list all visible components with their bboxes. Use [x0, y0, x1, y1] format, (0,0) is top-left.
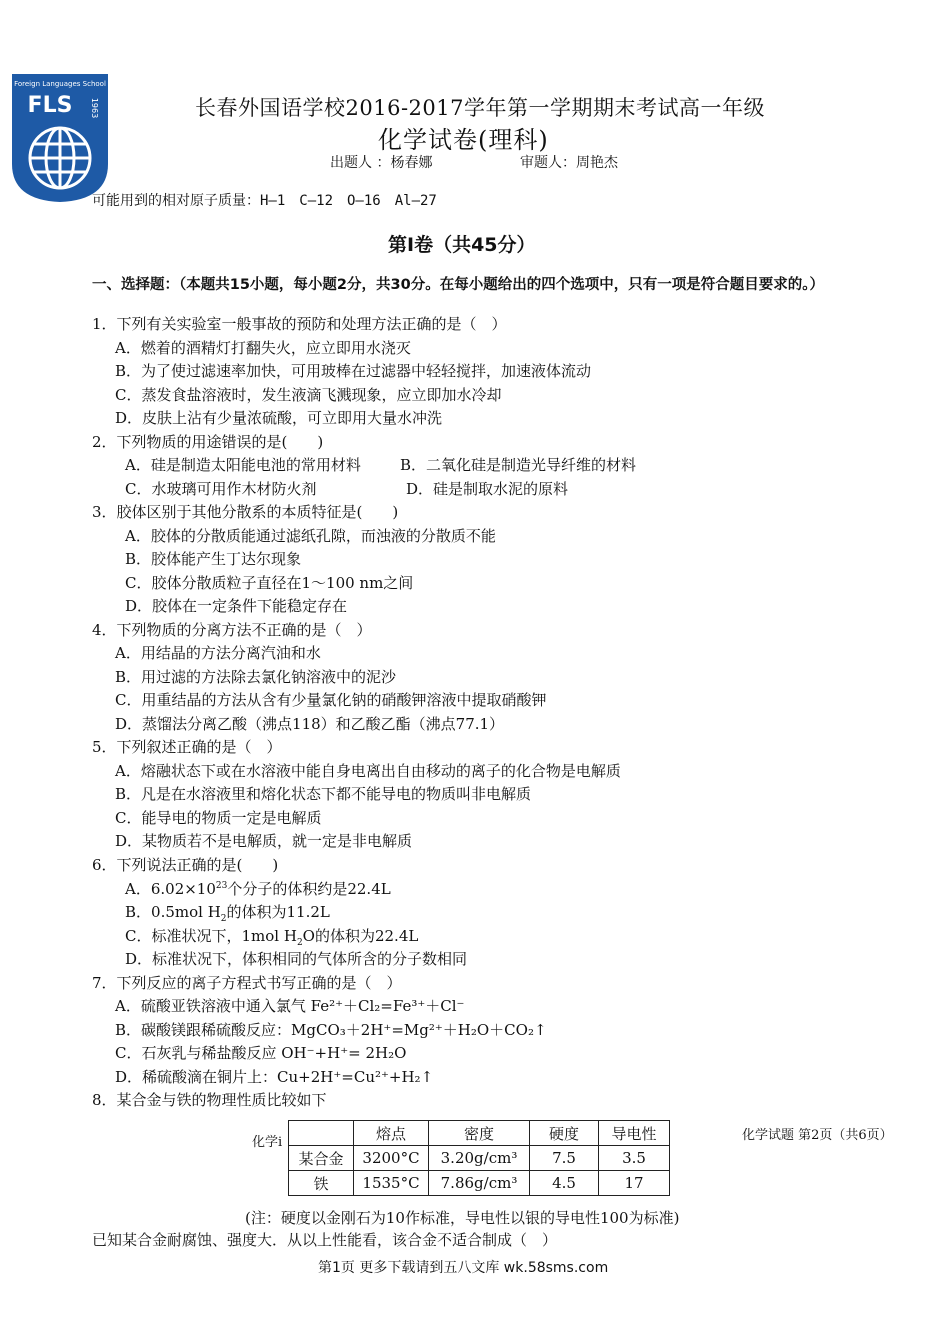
- question-6-option-a: A．$6.02\times 10^{23}$个分子的体积约是22.4L: [125, 880, 391, 898]
- question-5-option-b: B．凡是在水溶液里和熔化状态下都不能导电的物质叫非电解质: [115, 785, 532, 803]
- question-6-option-d: D．标准状况下，体积相同的气体所含的分子数相同: [125, 950, 468, 968]
- table-header-cell: 导电性: [599, 1121, 670, 1146]
- table-row: [289, 1146, 670, 1171]
- table-cell: 7.86g/cm³: [429, 1171, 530, 1196]
- overlap-label: 化学i: [252, 1135, 283, 1150]
- question-4-option-a: A．用结晶的方法分离汽油和水: [115, 644, 321, 662]
- table-cell: 3.20g/cm³: [429, 1146, 530, 1171]
- question-4-option-d: D．蒸馏法分离乙酸（沸点118）和乙酸乙酯（沸点77.1）: [115, 715, 505, 733]
- question-6-stem: 6．下列说法正确的是( ): [92, 856, 279, 874]
- table-row: [289, 1171, 670, 1196]
- page-label-right: 化学试题 第2页（共6页）: [742, 1128, 893, 1143]
- question-3-option-d: D．胶体在一定条件下能稳定存在: [125, 597, 348, 615]
- table-note: (注：硬度以金刚石为10作标准，导电性以银的导电性100为标准): [245, 1209, 680, 1227]
- exam-title: 长春外国语学校2016-2017学年第一学期期末考试高一年级: [195, 96, 765, 120]
- question-2-option-c: C．水玻璃可用作木材防火剂: [125, 480, 317, 498]
- properties-table: [288, 1120, 670, 1196]
- question-4-stem: 4．下列物质的分离方法不正确的是（ ）: [92, 621, 372, 639]
- table-header-row: [289, 1121, 670, 1146]
- question-6-option-c: C．标准状况下，1mol $H_2O$的体积为22.4L: [125, 927, 419, 948]
- question-1-stem: 1．下列有关实验室一般事故的预防和处理方法正确的是（ ）: [92, 315, 507, 333]
- exam-subtitle: 化学试卷(理科): [378, 126, 549, 154]
- question-4-option-b: B．用过滤的方法除去氯化钠溶液中的泥沙: [115, 668, 397, 686]
- question-6-option-b: B．0.5mol $H_2$的体积为11.2L: [125, 903, 330, 924]
- question-5-stem: 5．下列叙述正确的是（ ）: [92, 738, 282, 756]
- question-3-option-b: B．胶体能产生丁达尔现象: [125, 550, 302, 568]
- question-1-option-b: B．为了使过滤速率加快，可用玻棒在过滤器中轻轻搅拌，加速液体流动: [115, 362, 592, 380]
- table-header-cell: 熔点: [354, 1121, 429, 1146]
- question-8-context: 已知某合金耐腐蚀、强度大．从以上性能看，该合金不适合制成（ ）: [92, 1231, 558, 1249]
- table-cell: 3.5: [599, 1146, 670, 1171]
- question-3-option-a: A．胶体的分散质能通过滤纸孔隙，而浊液的分散质不能: [125, 527, 496, 545]
- page-footer: 第1页 更多下载请到五八文库 wk.58sms.com: [318, 1260, 609, 1276]
- question-3-stem: 3．胶体区别于其他分散系的本质特征是( ): [92, 503, 399, 521]
- question-1-option-a: A．燃着的酒精灯打翻失火，应立即用水浇灭: [115, 339, 411, 357]
- question-7-option-b: B．碳酸镁跟稀硫酸反应：MgCO₃＋2H⁺=Mg²⁺＋H₂O＋CO₂↑: [115, 1021, 547, 1039]
- logo-year: 1963: [90, 97, 99, 119]
- question-5-option-c: C．能导电的物质一定是电解质: [115, 809, 322, 827]
- reviewer: 审题人：周艳杰: [520, 155, 618, 171]
- question-8-stem: 8．某合金与铁的物理性质比较如下: [92, 1091, 327, 1109]
- table-header-cell: 硬度: [530, 1121, 599, 1146]
- table-cell: 铁: [289, 1171, 354, 1196]
- section-intro: 一、选择题：（本题共15小题，每小题2分，共30分。在每小题给出的四个选项中，只有一项是符合题目要求的。）: [92, 277, 824, 293]
- question-2-stem: 2．下列物质的用途错误的是( ): [92, 433, 324, 451]
- table-cell: 17: [599, 1171, 670, 1196]
- table-header-cell: 密度: [429, 1121, 530, 1146]
- question-7-stem: 7．下列反应的离子方程式书写正确的是（ ）: [92, 974, 402, 992]
- question-5-option-d: D．某物质若不是电解质，就一定是非电解质: [115, 832, 413, 850]
- atomic-mass-line: 可能用到的相对原子质量：H—1 C—12 O—16 Al—27: [92, 193, 437, 209]
- table-cell: 7.5: [530, 1146, 599, 1171]
- question-1-option-c: C．蒸发食盐溶液时，发生液滴飞溅现象，应立即加水冷却: [115, 386, 502, 404]
- question-2-option-b: B．二氧化硅是制造光导纤维的材料: [400, 456, 637, 474]
- table-cell: 某合金: [289, 1146, 354, 1171]
- question-2-option-d: D．硅是制取水泥的原料: [406, 480, 569, 498]
- question-2-option-a: A．硅是制造太阳能电池的常用材料: [125, 456, 361, 474]
- school-logo: [10, 72, 110, 204]
- question-7-option-d: D．稀硫酸滴在铜片上：Cu+2H⁺=Cu²⁺+H₂↑: [115, 1068, 434, 1086]
- author: 出题人 ：杨春娜: [330, 155, 433, 171]
- question-7-option-a: A．硫酸亚铁溶液中通入氯气 Fe²⁺＋Cl₂=Fe³⁺＋Cl⁻: [115, 997, 465, 1015]
- question-4-option-c: C．用重结晶的方法从含有少量氯化钠的硝酸钾溶液中提取硝酸钾: [115, 691, 547, 709]
- logo-school-name: Foreign Languages School: [14, 80, 106, 88]
- question-5-option-a: A．熔融状态下或在水溶液中能自身电离出自由移动的离子的化合物是电解质: [115, 762, 621, 780]
- table-cell: 1535°C: [354, 1171, 429, 1196]
- table-cell: 3200°C: [354, 1146, 429, 1171]
- table-cell: 4.5: [530, 1171, 599, 1196]
- logo-abbr: FLS: [27, 93, 73, 118]
- section-title: 第Ⅰ卷（共45分）: [388, 234, 536, 256]
- question-3-option-c: C．胶体分散质粒子直径在1～100 nm之间: [125, 574, 414, 592]
- question-7-option-c: C．石灰乳与稀盐酸反应 OH⁻+H⁺= 2H₂O: [115, 1044, 407, 1062]
- question-1-option-d: D．皮肤上沾有少量浓硫酸，可立即用大量水冲洗: [115, 409, 443, 427]
- table-header-cell: [289, 1121, 354, 1146]
